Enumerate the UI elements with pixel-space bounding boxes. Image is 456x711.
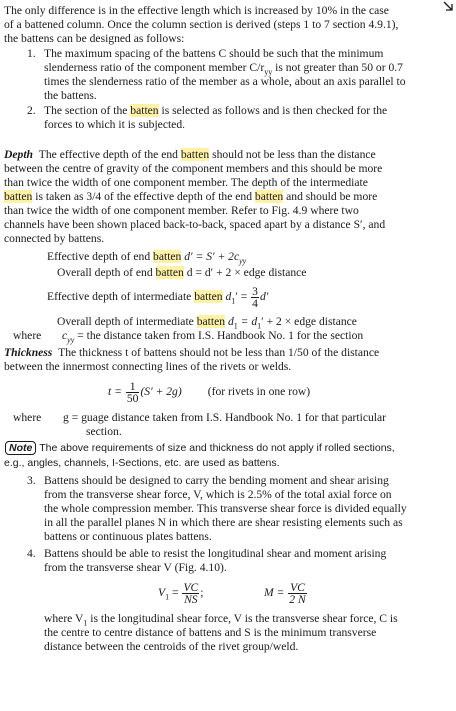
where-g-definition-2: section. xyxy=(86,425,122,438)
equation-intermediate-effective-depth: Effective depth of intermediate batten $d_1'$ = $\frac{3}{4}$ d′ xyxy=(47,285,269,310)
depth-line-3: than twice the width of one component member. The depth of the intermediate xyxy=(4,176,368,189)
depth-heading: Depth xyxy=(4,148,33,161)
where-g-definition: g = guage distance taken from I.S. Handbook No. 1 for that particular xyxy=(63,411,387,424)
where-label-1: where xyxy=(13,329,42,342)
item-1-number: 1. xyxy=(27,47,36,60)
where-cyy-definition: $c_{yy}$ = the distance taken from I.S. Handbook No. 1 for the section xyxy=(62,329,364,345)
item-1-line-1: The maximum spacing of the battens C should be such that the minimum xyxy=(44,47,384,60)
thickness-line-1: Thickness The thickness t of battens should not be less than 1/50 of the distance xyxy=(4,346,380,359)
item-4-number: 4. xyxy=(27,547,36,560)
thickness-formula: t = $\frac{1}{50}$ (S′ + 2g) (for rivets in one row) xyxy=(108,380,311,405)
item-2-line-1: The section of the batten is selected as follows and is then checked for the xyxy=(44,104,388,117)
item-3-line-2: from the transverse shear force, V, which is 2.5% of the total axial force on xyxy=(44,488,392,501)
thickness-line-2: between the innermost connecting lines of the rivets or welds. xyxy=(4,360,292,373)
item-4-line-1: Battens should be able to resist the longitudinal shear and moment arising xyxy=(44,547,387,560)
item-3-line-4: in all the parallel planes N in which there are shear resisting elements such as xyxy=(44,516,403,529)
item-4-line-2: from the transverse shear V (Fig. 4.10). xyxy=(44,561,227,574)
intro-line-2: of a battened column. Once the column section is derived (steps 1 to 7 section 4.9.1), xyxy=(4,18,399,31)
depth-line-5: than twice the width of one component member. Refer to Fig. 4.9 where two xyxy=(4,204,359,217)
item-4-line-3: where $V_1$ is the longitudinal shear force, V is the transverse shear force, C is xyxy=(44,612,398,628)
item-4-line-4: the centre to centre distance of battens and S is the minimum transverse xyxy=(44,626,377,639)
where-label-2: where xyxy=(13,411,42,424)
batten-highlight: batten xyxy=(130,104,159,117)
depth-line-1: Depth The effective depth of the end batten should not be less than the distance xyxy=(4,148,376,161)
depth-line-6: channels have been shown placed back-to-back, spaced apart by a distance S′, and xyxy=(4,218,386,231)
item-1-line-4: the battens. xyxy=(44,89,97,102)
depth-line-4: batten is taken as 3/4 of the effective depth of the end batten and should be more xyxy=(4,190,378,203)
item-3-line-3: the whole compression member. This transverse shear force is divided equally xyxy=(44,502,407,515)
note-line-1: Note The above requirements of size and thickness do not apply if rolled sections, xyxy=(5,441,395,455)
equation-intermediate-overall-depth: Overall depth of intermediate batten $d_1 = d_1' + 2$ × edge distance xyxy=(57,315,357,331)
item-3-line-1: Battens should be designed to carry the bending moment and shear arising xyxy=(44,474,389,487)
item-2-line-2: forces to which it is subjected. xyxy=(44,118,186,131)
item-3-line-5: battens or continuous plates battens. xyxy=(44,530,212,543)
item-4-line-5: distance between the centroids of the rivet group/weld. xyxy=(44,640,299,653)
scroll-arrow-icon xyxy=(442,0,454,12)
item-1-line-2: slenderness ratio of the component member $C/r_{yy}$ is not greater than 50 or 0.7 xyxy=(44,61,403,77)
thickness-heading: Thickness xyxy=(4,346,53,359)
depth-line-2: between the centre of gravity of the component members and this should be more xyxy=(4,162,383,175)
note-line-2: e.g., angles, channels, I-Sections, etc. are used as battens. xyxy=(4,457,280,469)
equation-end-effective-depth: Effective depth of end batten $d' = S' + 2c_{yy}$ xyxy=(47,250,247,266)
intro-line-1: The only difference is in the effective length which is increased by 10% in the case xyxy=(4,4,389,17)
depth-line-7: connected by battens. xyxy=(4,232,105,245)
item-3-number: 3. xyxy=(27,474,36,487)
intro-line-3: the battens can be designed as follows: xyxy=(4,32,185,45)
formula-m: M = $\frac{VC}{2 N}$ xyxy=(264,581,306,606)
note-badge: Note xyxy=(5,441,36,455)
item-1-line-3: times the slenderness ratio of the member as a whole, about an axis parallel to xyxy=(44,75,406,88)
equation-end-overall-depth: Overall depth of end batten d = d′ + 2 × edge distance xyxy=(57,266,307,279)
item-2-number: 2. xyxy=(27,104,36,117)
formula-v1: $V_1$ = $\frac{VC}{NS}$ ; xyxy=(158,581,204,606)
